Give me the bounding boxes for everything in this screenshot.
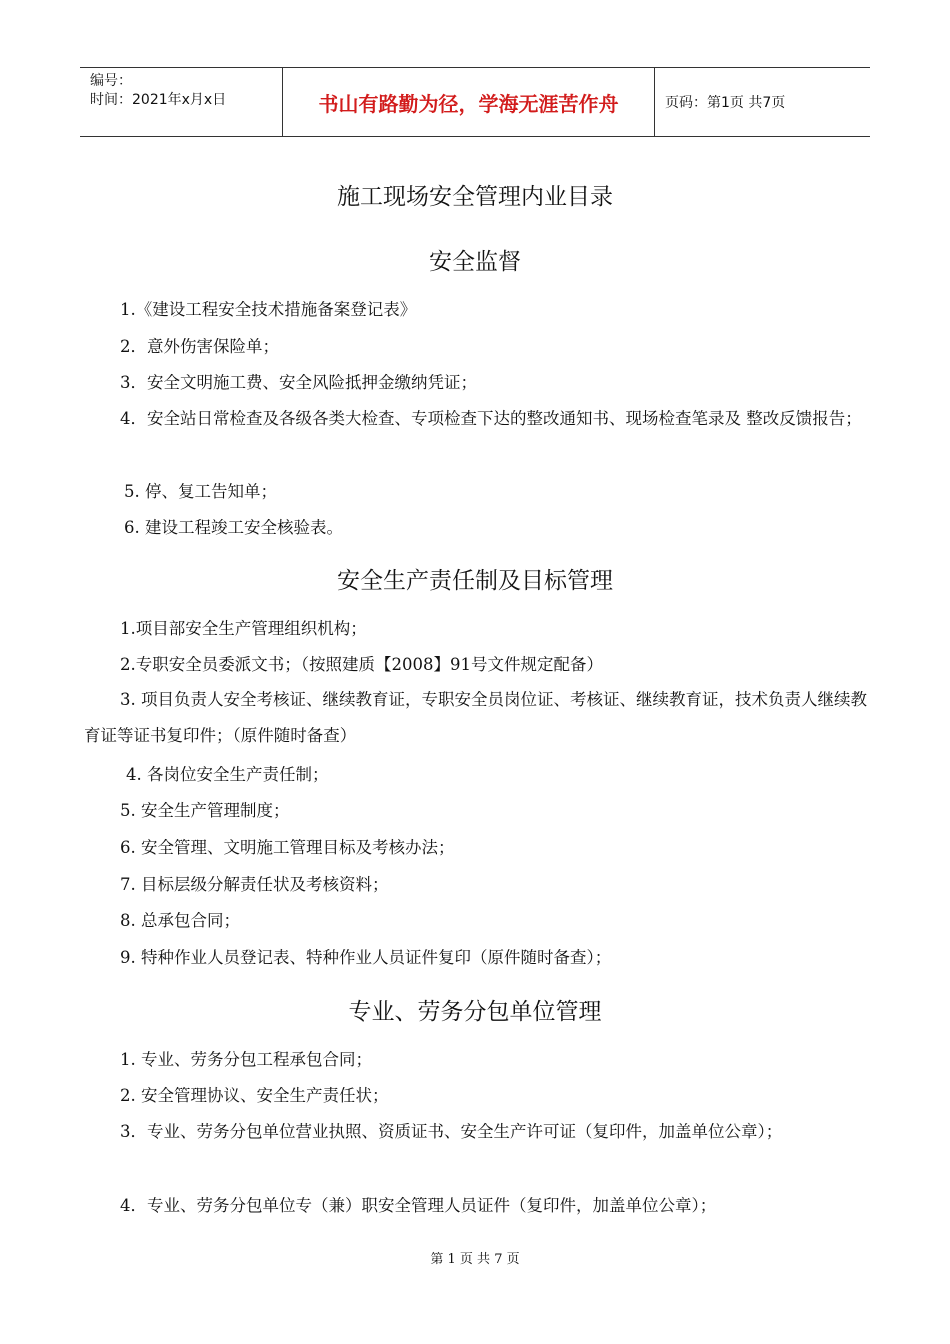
list-item: 4．安全站日常检查及各级各类大检查、专项检查下达的整改通知书、现场检查笔录及 整改反馈报告； bbox=[120, 409, 862, 428]
list-item: 4．专业、劳务分包单位专（兼）职安全管理人员证件（复印件，加盖单位公章）； bbox=[120, 1196, 717, 1215]
list-item: 3．专业、劳务分包单位营业执照、资质证书、安全生产许可证（复印件，加盖单位公章）； bbox=[120, 1122, 783, 1141]
list-item: 1. 专业、劳务分包工程承包合同； bbox=[120, 1050, 372, 1069]
list-item: 1.项目部安全生产管理组织机构； bbox=[120, 619, 367, 638]
document-title: 施工现场安全管理内业目录 bbox=[337, 184, 613, 210]
list-item: 7. 目标层级分解责任状及考核资料； bbox=[120, 875, 389, 894]
section-title-responsibility-management: 安全生产责任制及目标管理 bbox=[337, 568, 613, 594]
header-motto: 书山有路勤为径，学海无涯苦作舟 bbox=[283, 68, 655, 136]
list-item: 9. 特种作业人员登记表、特种作业人员证件复印（原件随时备查）； bbox=[120, 948, 612, 967]
list-item: 2．意外伤害保险单； bbox=[120, 337, 279, 356]
list-item: 6. 安全管理、文明施工管理目标及考核办法； bbox=[120, 838, 455, 857]
list-item: 8. 总承包合同； bbox=[120, 911, 240, 930]
section-title-subcontractor-management: 专业、劳务分包单位管理 bbox=[348, 999, 602, 1025]
page-footer: 第 1 页 共 7 页 bbox=[430, 1252, 520, 1267]
list-item: 6. 建设工程竣工安全核验表。 bbox=[124, 518, 343, 537]
document-date-label: 时间：2021年x月x日 bbox=[90, 92, 227, 108]
header-page-number: 页码：第1页 共7页 bbox=[665, 95, 786, 111]
list-item: 5. 安全生产管理制度； bbox=[120, 801, 290, 820]
list-item: 3．安全文明施工费、安全风险抵押金缴纳凭证； bbox=[120, 373, 477, 392]
section-title-safety-supervision: 安全监督 bbox=[429, 249, 521, 275]
list-item: 4. 各岗位安全生产责任制； bbox=[126, 765, 329, 784]
list-item: 5. 停、复工告知单； bbox=[124, 482, 277, 501]
page-header bbox=[80, 67, 870, 137]
document-number-label: 编号： bbox=[90, 73, 132, 89]
list-item: 1.《建设工程安全技术措施备案登记表》 bbox=[120, 300, 417, 319]
header-meta bbox=[80, 68, 283, 136]
list-item: 3. 项目负责人安全考核证、继续教育证，专职安全员岗位证、考核证、继续教育证，技术负责人继续教育证等证书复印件；（原件随时备查） bbox=[84, 690, 867, 745]
list-item: 2.专职安全员委派文书；（按照建质【2008】91号文件规定配备） bbox=[120, 655, 603, 674]
list-item: 2. 安全管理协议、安全生产责任状； bbox=[120, 1086, 389, 1105]
